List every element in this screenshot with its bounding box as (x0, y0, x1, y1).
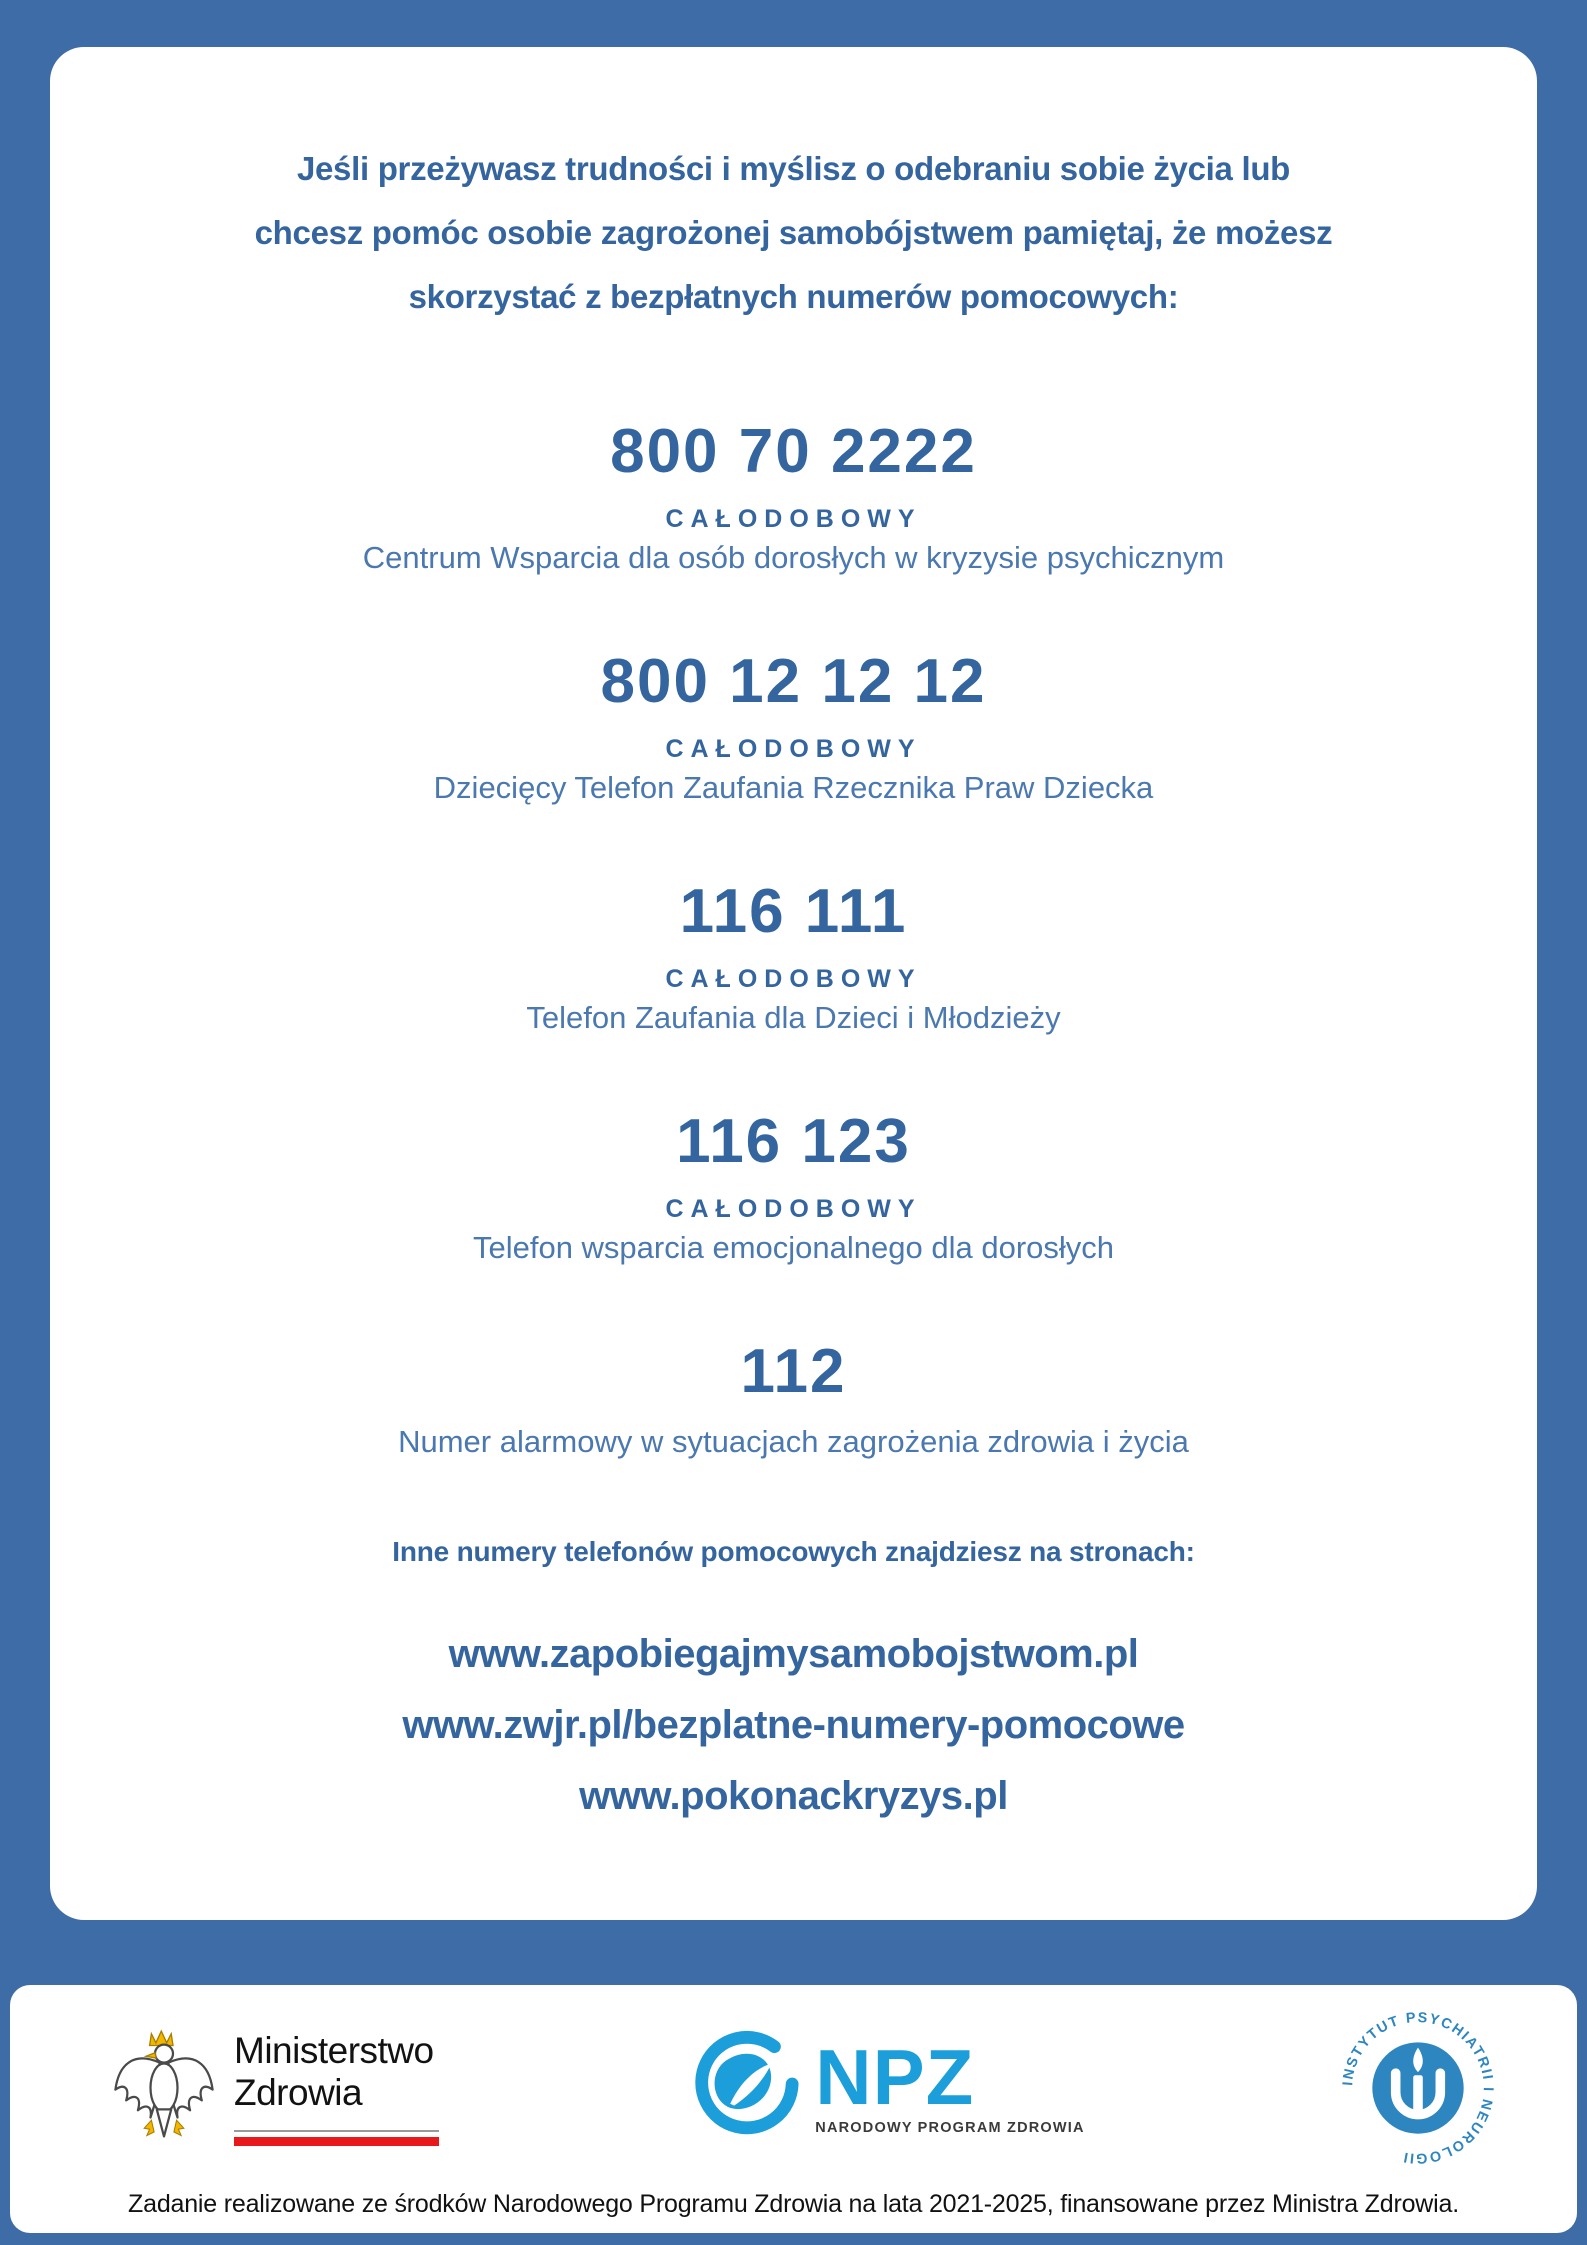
helplines-list (50, 417, 1537, 1460)
ministry-text-block (234, 2030, 439, 2146)
helpline-description: Telefon Zaufania dla Dzieci i Młodzieży (526, 1000, 1061, 1035)
gray-rule (234, 2130, 439, 2132)
helpline-number: 112 (740, 1337, 847, 1406)
helpline-availability: CAŁODOBOWY (665, 965, 922, 993)
helpline-availability: CAŁODOBOWY (665, 1195, 922, 1223)
website-link-pokonackryzys[interactable]: www.pokonackryzys.pl (579, 1774, 1008, 1818)
intro-line-1: Jeśli przeżywasz trudności i myślisz o odebraniu sobie życia lub (296, 150, 1291, 187)
ministry-flag-underline (234, 2130, 439, 2146)
more-info-heading: Inne numery telefonów pomocowych znajdziesz na stronach: (392, 1536, 1195, 1567)
red-flag-bar (234, 2137, 439, 2146)
intro-line-2: chcesz pomóc osobie zagrożonej samobójstwem pamiętaj, że możesz (254, 214, 1333, 251)
polish-eagle-icon (110, 2023, 218, 2154)
intro-line-3: skorzystać z bezpłatnych numerów pomocowych: (408, 278, 1179, 315)
ministry-name-line-1: Ministerstwo (234, 2030, 434, 2071)
helpline-number: 800 12 12 12 (600, 647, 987, 716)
helpline-number: 800 70 2222 (610, 417, 977, 486)
npz-subtitle: NARODOWY PROGRAM ZDROWIA (815, 2120, 1085, 2136)
logos-row (10, 2003, 1577, 2173)
institute-emblem-icon (1333, 2003, 1503, 2173)
helpline-block-112 (50, 1337, 1537, 1460)
npz-abbr: NPZ (815, 2033, 975, 2121)
ministry-name (234, 2030, 434, 2114)
helpline-block-800-70-2222 (50, 417, 1537, 576)
npz-text-block (815, 2033, 1085, 2136)
npz-swoosh-icon (683, 2027, 801, 2150)
helpline-block-116-123 (50, 1107, 1537, 1266)
institute-psychiatry-neurology-logo (1329, 2003, 1507, 2173)
websites-list (50, 1619, 1537, 1832)
ministry-of-health-logo (110, 2023, 439, 2154)
helpline-availability: CAŁODOBOWY (665, 505, 922, 533)
card-content (50, 47, 1537, 1832)
helpline-description: Centrum Wsparcia dla osób dorosłych w kryzysie psychicznym (362, 540, 1225, 575)
helpline-description: Dziecięcy Telefon Zaufania Rzecznika Praw Dziecka (433, 770, 1154, 805)
npz-logo (683, 2027, 1084, 2150)
helpline-description: Telefon wsparcia emocjonalnego dla dorosłych (472, 1230, 1115, 1265)
institute-circular-text: INSTYTUT PSYCHIATRII I NEUROLOGII (1340, 2009, 1496, 2167)
helpline-block-800-12-12-12 (50, 647, 1537, 806)
helpline-number: 116 111 (679, 877, 908, 946)
helpline-number: 116 123 (676, 1107, 911, 1176)
helpline-availability: CAŁODOBOWY (665, 735, 922, 763)
helpline-description: Numer alarmowy w sytuacjach zagrożenia zdrowia i życia (398, 1424, 1189, 1459)
intro-text (50, 137, 1537, 329)
ministry-name-line-2: Zdrowia (234, 2072, 363, 2113)
footer-panel (10, 1985, 1577, 2233)
funding-note: Zadanie realizowane ze środków Narodowego Programu Zdrowia na lata 2021-2025, finansowane przez Ministra Zdrowia. (128, 2190, 1459, 2218)
website-link-zapobiegajmysamobojstwom[interactable]: www.zapobiegajmysamobojstwom.pl (448, 1632, 1139, 1676)
helpline-block-116-111 (50, 877, 1537, 1036)
main-card (50, 47, 1537, 1920)
website-link-zwjr[interactable]: www.zwjr.pl/bezplatne-numery-pomocowe (402, 1703, 1185, 1747)
